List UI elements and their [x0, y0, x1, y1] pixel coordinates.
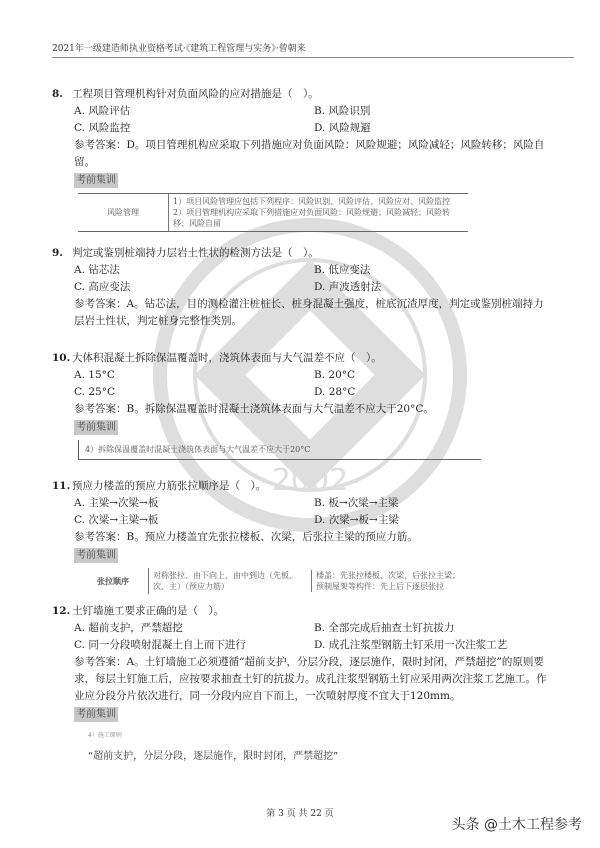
- note-table: [78, 568, 468, 594]
- option-b: B. 20°C: [314, 369, 356, 381]
- option-c: C. 高应变法: [74, 281, 131, 293]
- option-a: A. 主梁→次梁→板: [74, 497, 159, 509]
- option-b: B. 风险识别: [314, 105, 371, 117]
- option-b: B. 板→次梁→主梁: [314, 497, 399, 509]
- answer-text: 参考答案：B。拆除保温覆盖时混凝土浇筑体表面与大气温差不应大于20°C。: [74, 403, 434, 415]
- question-stem: 工程项目管理机构针对负面风险的应对措施是（ ）。: [72, 88, 319, 100]
- question-10: 10. 大体积混凝土拆除保温覆盖时，浇筑体表面与大气温差不应（ ）。 A. 15°C B. 20°C C. 25°C D. 28°C 参考答案：B。拆除保温覆盖时混凝土浇筑体表面与大气温差不应大于20°C。 考前集训 4）拆除保温覆盖时混凝土浇筑体表面与大气温差不应大于20°C: [52, 350, 552, 460]
- question-8: 8. 工程项目管理机构针对负面风险的应对措施是（ ）。 A. 风险评估 B. 风险识别 C. 风险监控 D. 风险规避 参考答案：D。项目管理机构应采取下列措施应对负面风险：风险规避；风险减轻；风险转移；风险自留。 考前集训 风险管理 1）项目风险管理应包括下列程序：风险识别、风险评估、风险应对、风险监控 2）项目管理机构应采取下列措施应对负面风险：风险规避；风险减轻；风险转移；风险自留: [52, 86, 552, 232]
- answer-text: 参考答案：A。钻芯法，目的测检灌注桩桩长、桩身混凝土强度，桩底沉渣厚度，判定或鉴别桩端持力层岩土性状，判定桩身完整性类别。: [74, 298, 544, 327]
- note-table: [78, 193, 468, 232]
- option-a: A. 钻芯法: [74, 264, 120, 276]
- exam-tag: 考前集训: [76, 709, 116, 720]
- option-c: C. 25°C: [74, 386, 115, 398]
- option-b: B. 低应变法: [314, 264, 371, 276]
- document-header: 2021年一级建造师执业资格考试·《建筑工程管理与实务》·曾朝来: [52, 41, 574, 58]
- option-d: D. 声波透射法: [314, 281, 382, 293]
- option-c: C. 同一分段喷射混凝土自上而下进行: [74, 639, 246, 651]
- note-label: 张拉顺序: [78, 568, 149, 594]
- question-stem: 大体积混凝土拆除保温覆盖时，浇筑体表面与大气温差不应（ ）。: [72, 352, 382, 364]
- answer-text: 参考答案：A。土钉墙施工必须遵循“超前支护，分层分段，逐层施作，限时封闭，严禁超挖”的原则要求，每层土钉施工后，应按要求抽查土钉的抗拔力。成孔注浆型钢筋土钉应采用两次注浆工艺施工。作业应分段分片依次进行，同一分段内应自下而上，一次喷射厚度不宜大于120mm。: [74, 656, 547, 702]
- question-12: 12. 土钉墙施工要求正确的是（ ）。 A. 超前支护，严禁超挖 B. 全部完成后抽查土钉抗拔力 C. 同一分段喷射混凝土自上而下进行 D. 成孔注浆型钢筋土钉采用一次注浆工艺 参考答案：A。土钉墙施工必须遵循“超前支护，分层分段，逐层施作，限时封闭，严禁超挖”的原则要求，每层土钉施工后，应按要求抽查土钉的抗拔力。成孔注浆型钢筋土钉应采用两次注浆工艺施工。作业应分段分片依次进行，同一分段内应自下而上，一次喷射厚度不宜大于120mm。 考前集训 4）施工原则 “超前支护，分层分段，逐层施作，限时封闭，严禁超挖”: [52, 603, 552, 765]
- svg-text:-2002-: -2002-: [261, 463, 359, 498]
- answer-text: 参考答案：D。项目管理机构应采取下列措施应对负面风险：风险规避；风险减轻；风险转移；风险自留。: [74, 139, 545, 168]
- note-block: [88, 727, 552, 765]
- option-d: D. 次梁→板→主梁: [314, 514, 399, 526]
- note-line: 对称张拉、由下向上、由中到边（先板、次、主）（预应力筋）: [153, 571, 297, 591]
- note-line: 4）拆除保温覆盖时混凝土浇筑体表面与大气温差不应大于20°C: [78, 440, 481, 460]
- source-watermark: 头条 @土木工程参考: [451, 817, 582, 833]
- page-number: 第 3 页 共 22 页: [266, 809, 334, 819]
- option-a: A. 风险评估: [74, 105, 131, 117]
- option-c: C. 次梁→主梁→板: [74, 514, 159, 526]
- answer-text: 参考答案：B。预应力楼盖宜先张拉楼板、次梁，后张拉主梁的预应力筋。: [74, 531, 418, 543]
- option-a: A. 超前支护，严禁超挖: [74, 622, 183, 634]
- option-d: D. 28°C: [314, 386, 356, 398]
- option-d: D. 风险规避: [314, 122, 371, 134]
- question-11: 11. 预应力楼盖的预应力筋张拉顺序是（ ）。 A. 主梁→次梁→板 B. 板→次梁→主梁 C. 次梁→主梁→板 D. 次梁→板→主梁 参考答案：B。预应力楼盖宜先张拉楼板、次梁，后张拉主梁的预应力筋。 考前集训 张拉顺序 对称张拉、由下向上、由中到边（先板、次、主）（预应力筋） 楼盖：先张拉楼板、次梁，后张拉主梁；预制屋架等构件：先上后下逐层张拉: [52, 478, 552, 594]
- note-line: “超前支护，分层分段，逐层施作，限时封闭，严禁超挖”: [88, 751, 339, 762]
- note-line: 2）项目管理机构应采取下列措施应对负面风险：风险规避；风险减轻；风险转移；风险自留: [173, 208, 451, 228]
- exam-tag: 考前集训: [76, 550, 116, 561]
- question-stem: 土钉墙施工要求正确的是（ ）。: [72, 605, 225, 617]
- exam-tag: 考前集训: [76, 422, 116, 433]
- note-small: 4）施工原则: [88, 732, 122, 739]
- question-stem: 判定或鉴别桩端持力层岩土性状的检测方法是（ ）。: [72, 247, 319, 259]
- note-line: 1）项目风险管理应包括下列程序：风险识别、风险评估、风险应对、风险监控: [173, 197, 451, 206]
- note-label: 风险管理: [78, 194, 169, 231]
- question-9: 9. 判定或鉴别桩端持力层岩土性状的检测方法是（ ）。 A. 钻芯法 B. 低应变法 C. 高应变法 D. 声波透射法 参考答案：A。钻芯法，目的测检灌注桩桩长、桩身混凝土强度，桩底沉渣厚度，判定或鉴别桩端持力层岩土性状，判定桩身完整性类别。: [52, 245, 552, 330]
- option-c: C. 风险监控: [74, 122, 131, 134]
- option-d: D. 成孔注浆型钢筋土钉采用一次注浆工艺: [314, 639, 508, 651]
- option-b: B. 全部完成后抽查土钉抗拔力: [314, 622, 455, 634]
- exam-tag: 考前集训: [76, 175, 116, 186]
- note-line: 楼盖：先张拉楼板、次梁，后张拉主梁；预制屋架等构件：先上后下逐层张拉: [311, 570, 464, 592]
- question-stem: 预应力楼盖的预应力筋张拉顺序是（ ）。: [72, 480, 267, 492]
- option-a: A. 15°C: [74, 369, 115, 381]
